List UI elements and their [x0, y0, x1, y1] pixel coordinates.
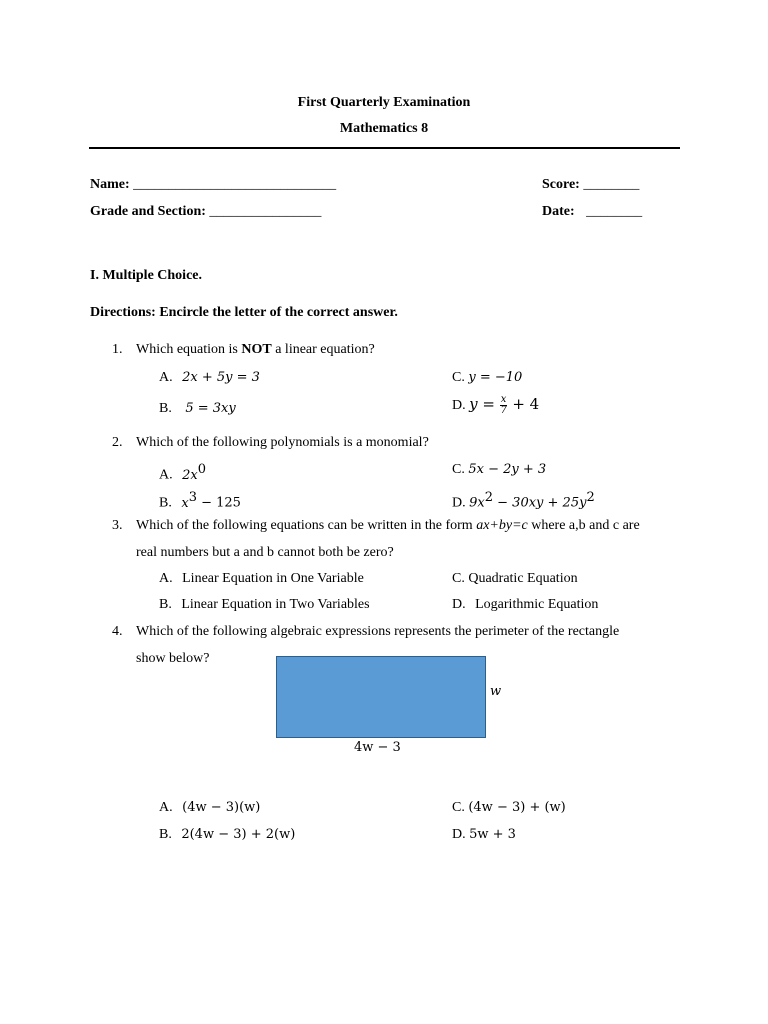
q3-option-c[interactable]: [452, 571, 578, 587]
question-3-line-1: [136, 518, 640, 534]
q1-option-b-letter: B.: [159, 401, 172, 416]
q4-option-c-text: (4w − 3) + (w): [468, 800, 566, 815]
q3-option-b[interactable]: [159, 597, 370, 613]
q2-option-c-text: 5x − 2y + 3: [468, 462, 547, 477]
question-4-number: 4.: [112, 624, 123, 639]
q2-option-b-rest: − 125: [196, 495, 241, 511]
question-3-line-1-b: where a,b and c are: [527, 518, 640, 533]
q4-option-c-letter: C.: [452, 800, 465, 815]
q2-option-a[interactable]: [159, 462, 206, 484]
date-blank[interactable]: ________: [586, 204, 643, 219]
rectangle-figure: [276, 656, 486, 738]
date-label: Date:: [542, 204, 575, 219]
q2-option-d-letter: D.: [452, 495, 466, 511]
q3-option-d-text: Logarithmic Equation: [475, 597, 599, 612]
header-divider: [89, 147, 680, 149]
q2-option-c[interactable]: [452, 462, 546, 478]
q2-option-d[interactable]: [452, 490, 595, 512]
fraction-numerator: x: [500, 394, 507, 406]
q2-option-c-letter: C.: [452, 462, 465, 477]
q4-option-b-letter: B.: [159, 827, 172, 842]
q1-option-a-text: 2x + 5y = 3: [182, 370, 260, 385]
q3-option-d-letter: D.: [452, 597, 466, 612]
grade-section-field: [90, 204, 321, 220]
q1-option-a-letter: A.: [159, 370, 173, 385]
q2-option-b-letter: B.: [159, 495, 172, 511]
q1-option-d-letter: D.: [452, 398, 466, 413]
q3-option-a-text: Linear Equation in One Variable: [182, 571, 364, 586]
q4-option-b[interactable]: [159, 827, 295, 843]
q2-option-b[interactable]: [159, 490, 241, 512]
q2-option-a-base: 2x: [182, 467, 198, 483]
date-field: [542, 204, 642, 220]
q1-option-b-text: 5 = 3xy: [185, 401, 236, 416]
q2-option-d-term2: − 30xy + 25y: [493, 495, 587, 511]
score-label: Score:: [542, 177, 580, 192]
question-2-number: 2.: [112, 435, 123, 450]
question-4-line-2: show below?: [136, 651, 210, 666]
question-3-form: ax+by=c: [476, 518, 528, 533]
q1-option-b[interactable]: [159, 401, 236, 417]
question-1-text: [136, 342, 375, 358]
q3-option-c-letter: C.: [452, 571, 465, 586]
q1-option-c-letter: C.: [452, 370, 465, 385]
q2-option-b-exponent: 3: [188, 490, 197, 505]
question-2-text: Which of the following polynomials is a monomial?: [136, 435, 429, 450]
name-label: Name:: [90, 177, 130, 192]
name-blank[interactable]: _____________________________: [133, 177, 337, 192]
q2-option-d-exp1: 2: [484, 490, 494, 505]
rectangle-width-label: w: [490, 684, 502, 699]
q1-option-d[interactable]: [452, 395, 539, 416]
exam-subject: Mathematics 8: [339, 121, 429, 136]
q3-option-d[interactable]: [452, 597, 598, 613]
question-3-number: 3.: [112, 518, 123, 533]
score-field: [542, 177, 639, 193]
question-1-text-a: Which equation is: [136, 342, 242, 357]
q4-option-a-letter: A.: [159, 800, 173, 815]
q2-option-d-exp2: 2: [586, 490, 595, 505]
q1-option-d-rhs: + 4: [512, 395, 540, 413]
q3-option-b-text: Linear Equation in Two Variables: [181, 597, 370, 612]
q1-option-d-lhs: y =: [469, 395, 495, 413]
q4-option-a-text: (4w − 3)(w): [182, 800, 261, 815]
grade-section-blank[interactable]: ________________: [209, 204, 322, 219]
q4-option-d-text: 5w + 3: [469, 827, 516, 842]
q3-option-a[interactable]: [159, 571, 364, 587]
q2-option-d-term1: 9x: [469, 495, 485, 511]
q4-option-c[interactable]: [452, 800, 566, 816]
question-1-text-b: a linear equation?: [271, 342, 375, 357]
question-4-line-1: Which of the following algebraic expressions represents the perimeter of the rectangle: [136, 624, 620, 639]
q1-option-a[interactable]: [159, 370, 260, 386]
q2-option-a-letter: A.: [159, 467, 173, 483]
directions: Directions: Encircle the letter of the correct answer.: [90, 305, 398, 320]
name-field: [90, 177, 336, 193]
q3-option-c-text: Quadratic Equation: [468, 571, 578, 586]
q4-option-d[interactable]: [452, 827, 516, 843]
q4-option-d-letter: D.: [452, 827, 466, 842]
question-3-line-2: real numbers but a and b cannot both be zero?: [136, 545, 394, 560]
question-3-line-1-a: Which of the following equations can be written in the form: [136, 518, 477, 533]
question-1-text-bold: NOT: [241, 342, 272, 357]
q4-option-a[interactable]: [159, 800, 260, 816]
q2-option-a-exponent: 0: [197, 462, 207, 477]
q3-option-a-letter: A.: [159, 571, 173, 586]
exam-title: First Quarterly Examination: [297, 95, 471, 110]
q1-option-c-text: y = −10: [468, 370, 523, 385]
q3-option-b-letter: B.: [159, 597, 172, 612]
q2-option-b-base: x: [181, 495, 189, 511]
rectangle-length-label: 4w − 3: [354, 740, 401, 755]
q4-option-b-text: 2(4w − 3) + 2(w): [181, 827, 296, 842]
score-blank[interactable]: ________: [583, 177, 640, 192]
section-heading: I. Multiple Choice.: [90, 268, 202, 283]
grade-section-label: Grade and Section:: [90, 204, 206, 219]
q1-option-d-fraction: [500, 395, 506, 416]
fraction-denominator: 7: [500, 405, 507, 417]
question-1-number: 1.: [112, 342, 123, 357]
q1-option-c[interactable]: [452, 370, 522, 386]
